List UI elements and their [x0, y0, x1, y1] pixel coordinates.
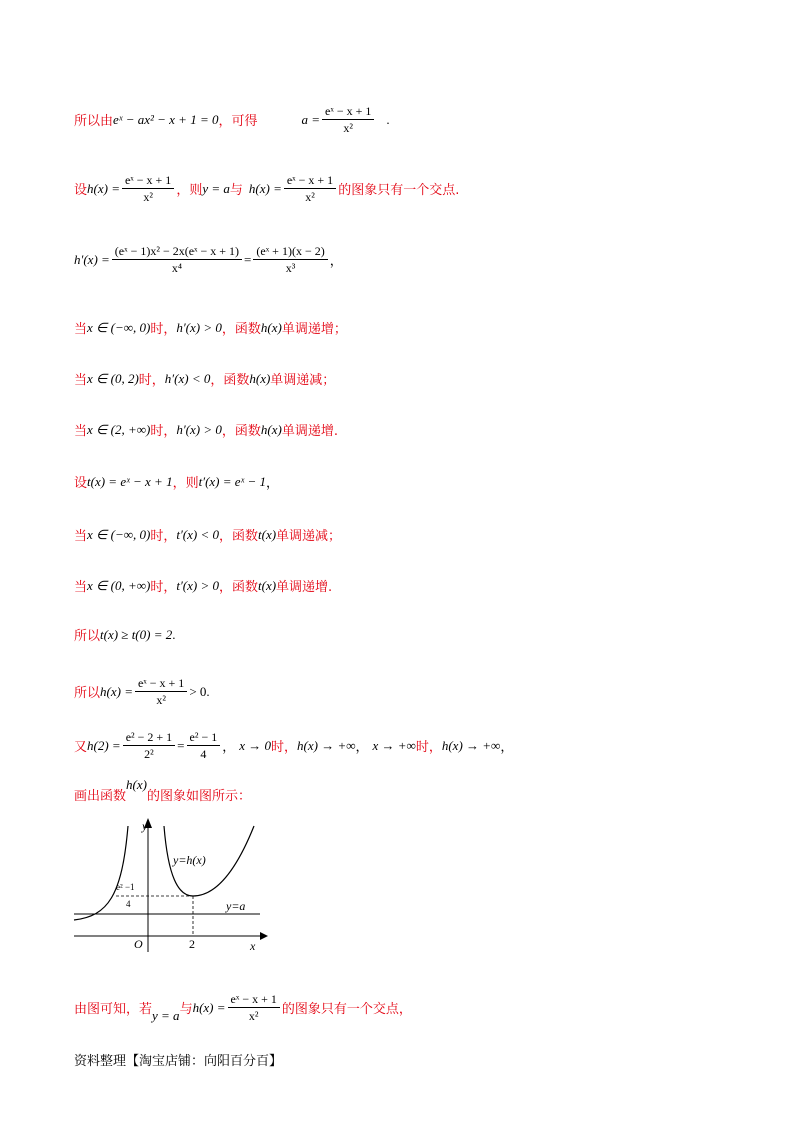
text: 当: [74, 529, 88, 544]
conclusion-line: [74, 992, 412, 1023]
numerator: eˣ − x + 1: [284, 173, 336, 189]
text: 画出函数: [74, 789, 127, 804]
equals: =: [177, 737, 185, 753]
footer-source: 资料整理【淘宝店铺：向阳百分百】: [74, 1054, 283, 1069]
h-positive-line: [74, 676, 210, 707]
denominator: x²: [305, 190, 315, 204]
fraction: [228, 992, 280, 1023]
equation: x ∈ (−∞, 0): [87, 319, 151, 335]
period: .: [172, 626, 176, 642]
numerator: (eˣ + 1)(x − 2): [253, 244, 327, 260]
equation: t(x): [258, 577, 277, 593]
text: 的图象只有一个交点，: [281, 1002, 412, 1017]
numerator: e² − 1: [187, 730, 221, 746]
comma: ，: [265, 475, 279, 490]
equation: h(2) =: [87, 737, 121, 753]
equation: eˣ − ax² − x + 1 = 0: [113, 111, 219, 127]
numerator: eˣ − x + 1: [322, 104, 374, 120]
period: .: [206, 683, 210, 699]
numerator: (eˣ − 1)x² − 2x(eˣ − x + 1): [112, 244, 242, 260]
equation: t(x): [258, 526, 277, 542]
y-axis-label: y: [142, 819, 148, 833]
text: 由图可知，若: [74, 1002, 153, 1017]
denominator: x⁴: [171, 261, 183, 275]
x-axis-arrow: [260, 932, 268, 940]
text: ，函数: [218, 580, 258, 595]
monotonic-line-2: [74, 369, 335, 388]
denominator: 2²: [144, 747, 154, 761]
statement-line-1: [74, 104, 390, 135]
period: .: [386, 111, 390, 127]
text: 时，: [150, 322, 177, 337]
comma: ，: [500, 739, 514, 754]
text: 当: [74, 424, 88, 439]
monotonic-line-1: [74, 318, 347, 337]
text: 时，: [138, 373, 165, 388]
equation: h(x) =: [192, 999, 226, 1015]
equation: t(x) = eˣ − x + 1: [87, 473, 173, 489]
equation: h′(x) > 0: [176, 421, 222, 437]
monotonic-line-3: [74, 420, 338, 439]
text: 单调递减；: [276, 529, 342, 544]
text: 又: [74, 740, 88, 755]
equation: t′(x) = eˣ − 1: [198, 473, 266, 489]
graph-svg: [68, 816, 268, 956]
denominator: x³: [285, 261, 296, 275]
text: 的图象如图所示：: [146, 789, 251, 804]
denominator: 4: [200, 747, 207, 761]
denominator: x²: [156, 693, 166, 707]
tick-label-2: 2: [189, 937, 195, 951]
numerator: eˣ − x + 1: [228, 992, 280, 1008]
equation: t′(x) < 0: [176, 526, 219, 542]
text: ，可得: [218, 114, 258, 129]
t-monotonic-line-2: [74, 576, 332, 595]
text: 与: [179, 1002, 193, 1017]
text: 时，: [415, 740, 442, 755]
t-bound-line: [74, 625, 175, 644]
equation: t(x) ≥ t(0) = 2: [100, 626, 173, 642]
equation: x ∈ (0, +∞): [87, 577, 151, 593]
equation: x → 0: [239, 737, 272, 753]
equation: t′(x) > 0: [176, 577, 219, 593]
fraction: [322, 104, 374, 135]
text: 设: [74, 183, 88, 198]
line-label: y=a: [226, 899, 246, 913]
text: 所以由: [74, 114, 114, 129]
denominator: x²: [343, 121, 353, 135]
t-monotonic-line-1: [74, 525, 341, 544]
equation: h(x): [260, 319, 282, 335]
function-graph: [68, 816, 268, 960]
fraction: [253, 244, 327, 275]
equation: h(x): [249, 370, 271, 386]
denominator: x²: [143, 190, 153, 204]
left-branch: [74, 826, 128, 920]
draw-graph-line: [74, 776, 251, 804]
equation: y = a: [202, 180, 230, 196]
text: 单调递增.: [276, 580, 333, 595]
min-value-denominator: 4: [126, 899, 131, 909]
comma: ，: [355, 739, 369, 754]
text: ，函数: [210, 373, 250, 388]
text: 单调递增.: [281, 424, 338, 439]
x-axis-label: x: [250, 939, 256, 953]
text: 单调递减；: [270, 373, 336, 388]
equals: =: [244, 251, 252, 267]
equation: > 0: [189, 683, 207, 699]
fraction: [112, 244, 242, 275]
text: 与: [229, 183, 243, 198]
text: 当: [74, 322, 88, 337]
equation: h(x) → +∞: [441, 737, 501, 753]
equation: h′(x) > 0: [176, 319, 222, 335]
derivative-line: [74, 244, 343, 275]
equation: h(x): [260, 421, 282, 437]
text: ，函数: [221, 424, 261, 439]
comma: ，: [222, 739, 236, 754]
curve-label: y=h(x): [173, 853, 206, 867]
text: 当: [74, 580, 88, 595]
text: 时，: [150, 424, 177, 439]
equation: h′(x) < 0: [164, 370, 211, 386]
fraction: [122, 173, 174, 204]
h2-line: [74, 730, 513, 761]
text: ，函数: [221, 322, 261, 337]
define-t-line: [74, 472, 279, 491]
text: ，则: [172, 476, 199, 491]
equation: a =: [301, 111, 321, 127]
equation: x ∈ (−∞, 0): [87, 526, 151, 542]
text: 当: [74, 373, 88, 388]
min-value-numerator: e² −1: [116, 882, 135, 892]
fraction: [123, 730, 175, 761]
fraction: [187, 730, 221, 761]
fraction: [284, 173, 336, 204]
origin-label: O: [134, 937, 143, 951]
numerator: e² − 2 + 1: [123, 730, 175, 746]
equation: x ∈ (0, 2): [87, 370, 139, 386]
equation: x ∈ (2, +∞): [87, 421, 151, 437]
statement-line-2: [74, 173, 459, 204]
text: 时，: [150, 580, 177, 595]
equation: h′(x) =: [74, 251, 110, 267]
equation: h(x) =: [100, 683, 133, 699]
text: 时，: [150, 529, 177, 544]
fraction: [135, 676, 187, 707]
equation: h(x) =: [248, 180, 282, 196]
numerator: eˣ − x + 1: [122, 173, 174, 189]
text: 所以: [74, 629, 101, 644]
denominator: x²: [248, 1009, 259, 1023]
equation: y = a: [152, 1007, 180, 1023]
text: ，函数: [218, 529, 258, 544]
text: 所以: [74, 686, 101, 701]
text: 单调递增；: [281, 322, 347, 337]
text: ，则: [176, 183, 203, 198]
equation: h(x) → +∞: [297, 737, 356, 753]
equation: h(x): [126, 776, 147, 792]
equation: h(x) =: [87, 180, 120, 196]
comma: ，: [329, 253, 343, 268]
equation: x → +∞: [372, 737, 416, 753]
text: 时，: [271, 740, 298, 755]
text: 设: [74, 476, 88, 491]
text: 的图象只有一个交点.: [338, 183, 460, 198]
numerator: eˣ − x + 1: [135, 676, 187, 692]
